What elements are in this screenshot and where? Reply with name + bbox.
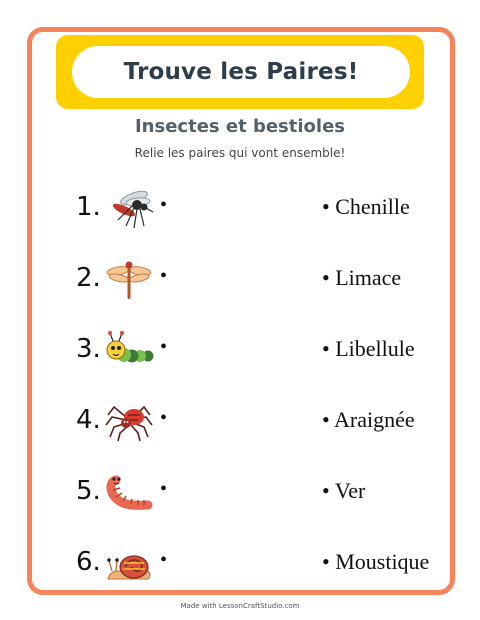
match-row-1 xyxy=(0,184,480,234)
footer-credit: Made with LessonCraftStudio.com xyxy=(180,602,300,610)
right-word-label: Ver xyxy=(334,478,366,503)
right-dot: • xyxy=(322,194,330,219)
match-row-4 xyxy=(0,397,480,447)
item-number: 4. xyxy=(76,405,101,435)
worm-icon xyxy=(104,470,154,514)
caterpillar-icon xyxy=(104,328,154,372)
left-dot: • xyxy=(160,549,168,571)
match-row-5 xyxy=(0,468,480,518)
right-word-label: Araignée xyxy=(334,407,415,432)
right-dot: • xyxy=(322,407,330,432)
match-row-6 xyxy=(0,539,480,589)
right-word-3 xyxy=(322,336,415,362)
left-dot: • xyxy=(160,478,168,500)
right-dot: • xyxy=(322,336,330,361)
right-word-1 xyxy=(322,194,410,220)
right-word-label: Moustique xyxy=(335,549,430,574)
match-row-3 xyxy=(0,326,480,376)
item-number: 3. xyxy=(76,334,101,364)
match-row-2 xyxy=(0,255,480,305)
right-dot: • xyxy=(322,478,330,503)
item-number: 1. xyxy=(76,192,101,222)
instructions-text: Relie les paires qui vont ensemble! xyxy=(134,146,346,160)
left-dot: • xyxy=(160,407,168,429)
right-word-label: Chenille xyxy=(335,194,410,219)
left-dot: • xyxy=(160,194,168,216)
mosquito-icon xyxy=(104,186,154,230)
item-number: 2. xyxy=(76,263,101,293)
worksheet-subtitle: Insectes et bestioles xyxy=(134,116,345,137)
left-dot: • xyxy=(160,265,168,287)
right-word-5 xyxy=(322,478,365,504)
left-dot: • xyxy=(160,336,168,358)
right-word-2 xyxy=(322,265,401,291)
right-word-label: Limace xyxy=(335,265,402,290)
right-dot: • xyxy=(322,265,330,290)
right-word-6 xyxy=(322,549,429,575)
right-word-label: Libellule xyxy=(335,336,415,361)
right-word-4 xyxy=(322,407,415,433)
item-number: 6. xyxy=(76,547,101,577)
title-pill xyxy=(72,46,410,98)
page-title: Trouve les Paires! xyxy=(123,59,359,85)
dragonfly-icon xyxy=(104,257,154,301)
snail-icon xyxy=(104,541,154,585)
right-dot: • xyxy=(322,549,330,574)
item-number: 5. xyxy=(76,476,101,506)
spider-icon xyxy=(104,399,154,443)
